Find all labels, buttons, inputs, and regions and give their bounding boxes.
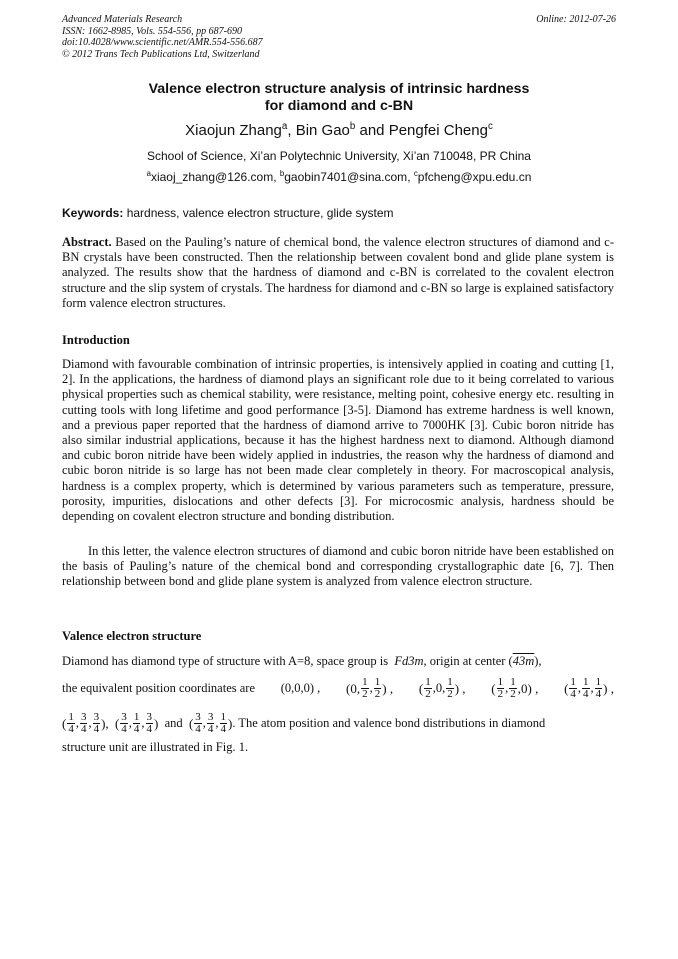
- author: Pengfei Cheng$^c$: [388, 121, 493, 139]
- space-group: Fd3m: [394, 654, 424, 668]
- paper-title: [62, 81, 616, 115]
- abstract-text: Based on the Pauling’s nature of chemical bond, the valence electron structures of diamond and c-BN crystals have been constructed. Then the relationship between covalent bond and glide plane system is analyzed. The results show that the hardness of diamond and c-BN is correlated to the covalent electron structure and the slip system of crystals. The hardness for diamond and c-BN so large is explained satisfactory form valence electron structures.: [62, 235, 615, 310]
- valence-line-4: structure unit are illustrated in Fig. 1.: [62, 740, 249, 754]
- abstract-label: Abstract.: [62, 235, 112, 249]
- valence-line-2: the equivalent position coordinates are (0,0,0) , (0, $\frac{1}{2}$ , $\frac{1}{2}$ ) , ( $\frac{1}{2}$ ,0, $\frac{1}{2}$ ) , ( $\frac{1}{2}$ , $\frac{1}{2}$ ,0) , ( $\frac{1}{4}$ , $\frac{1}{4}$ , $\frac{1}{4}$ ) ,: [62, 675, 614, 700]
- email[interactable]: $^b$gaobin7401@sina.com: [279, 169, 408, 184]
- valence-line-3: ( $\frac{1}{4}$ , $\frac{3}{4}$ , $\frac{3}{4}$ ), ( $\frac{3}{4}$ , $\frac{1}{4}$ , $\frac{3}{4}$ ) and ( $\frac{3}{4}$ , $\frac{3}{4}$ , $\frac{1}{4}$ ) . The atom position and valence bond distributions in diamond: [62, 710, 546, 735]
- title-line-2: for diamond and c-BN: [264, 98, 414, 114]
- keywords-label: Keywords:: [62, 206, 124, 220]
- journal-name: Advanced Materials Research: [62, 14, 183, 25]
- section-heading-valence: Valence electron structure: [62, 629, 202, 643]
- email[interactable]: $^a$xiaoj_zhang@126.com: [146, 169, 274, 184]
- issn: ISSN: 1662-8985, Vols. 554-556, pp 687-690: [62, 25, 242, 37]
- online-date: Online: 2012-07-26: [536, 14, 616, 25]
- origin-center: 43m: [512, 654, 535, 668]
- copyright: © 2012 Trans Tech Publications Ltd, Switzerland: [62, 48, 260, 60]
- introduction-paragraph-2: In this letter, the valence electron structures of diamond and cubic boron nitride have been established on the basis of Pauling’s nature of the chemical bond and corresponding crystallographic date [6, 7]. Then relationship between bond and glide plane system is analyzed from valence electron structure.: [62, 544, 614, 589]
- email[interactable]: $^c$pfcheng@xpu.edu.cn: [413, 169, 532, 184]
- authors: [62, 121, 616, 141]
- keywords-text: hardness, valence electron structure, glide system: [126, 206, 394, 220]
- doi: doi:10.4028/www.scientific.net/AMR.554-556.687: [62, 37, 263, 48]
- author-emails: $^a$xiaoj_zhang@126.com, $^b$gaobin7401@sina.com, $^c$pfcheng@xpu.edu.cn: [146, 169, 532, 184]
- keywords: [62, 206, 616, 221]
- title-line-1: Valence electron structure analysis of intrinsic hardness: [148, 81, 530, 97]
- page-header: [62, 14, 616, 60]
- section-heading-introduction: Introduction: [62, 333, 130, 347]
- abstract: [62, 235, 614, 311]
- valence-line-1: Diamond has diamond type of structure with A=8, space group is Fd3m, origin at center (43m),: [62, 654, 542, 668]
- affiliation: School of Science, Xi’an Polytechnic University, Xi’an 710048, PR China: [147, 149, 531, 163]
- author: Xiaojun Zhang$^a$,: [185, 121, 296, 139]
- author: Bin Gao$^b$ and: [295, 121, 389, 139]
- introduction-paragraph-1: Diamond with favourable combination of intrinsic properties, is intensively applied in coating and cutting [1, 2]. In the applications, the hardness of diamond plays an significant role due to it being correlated to various physical properties such as chemical stability, were resistance, melting point, cohesive energy etc. resulting in cutting tools with long lifetime and good performance [3-5]. Diamond has extreme hardness is well known, and a previous paper reported that the hardness of diamond arrive to 7000HK [3]. Cubic boron nitride has also similar industrial applications, because it has the highest hardness next to diamond. Although diamond and cubic boron nitride have been widely applied in industries, the reason why the hardness of diamond and cubic boron nitride is so large has not been made clear completely in theory. For macroscopical analysis, hardness is a complex property, which is determined by various parameters such as temperature, pressure, porosity, impurities, dislocations and other defects [3]. For microcosmic analysis, hardness should be depending on covalent electron structure and bonding distribution.: [62, 357, 614, 524]
